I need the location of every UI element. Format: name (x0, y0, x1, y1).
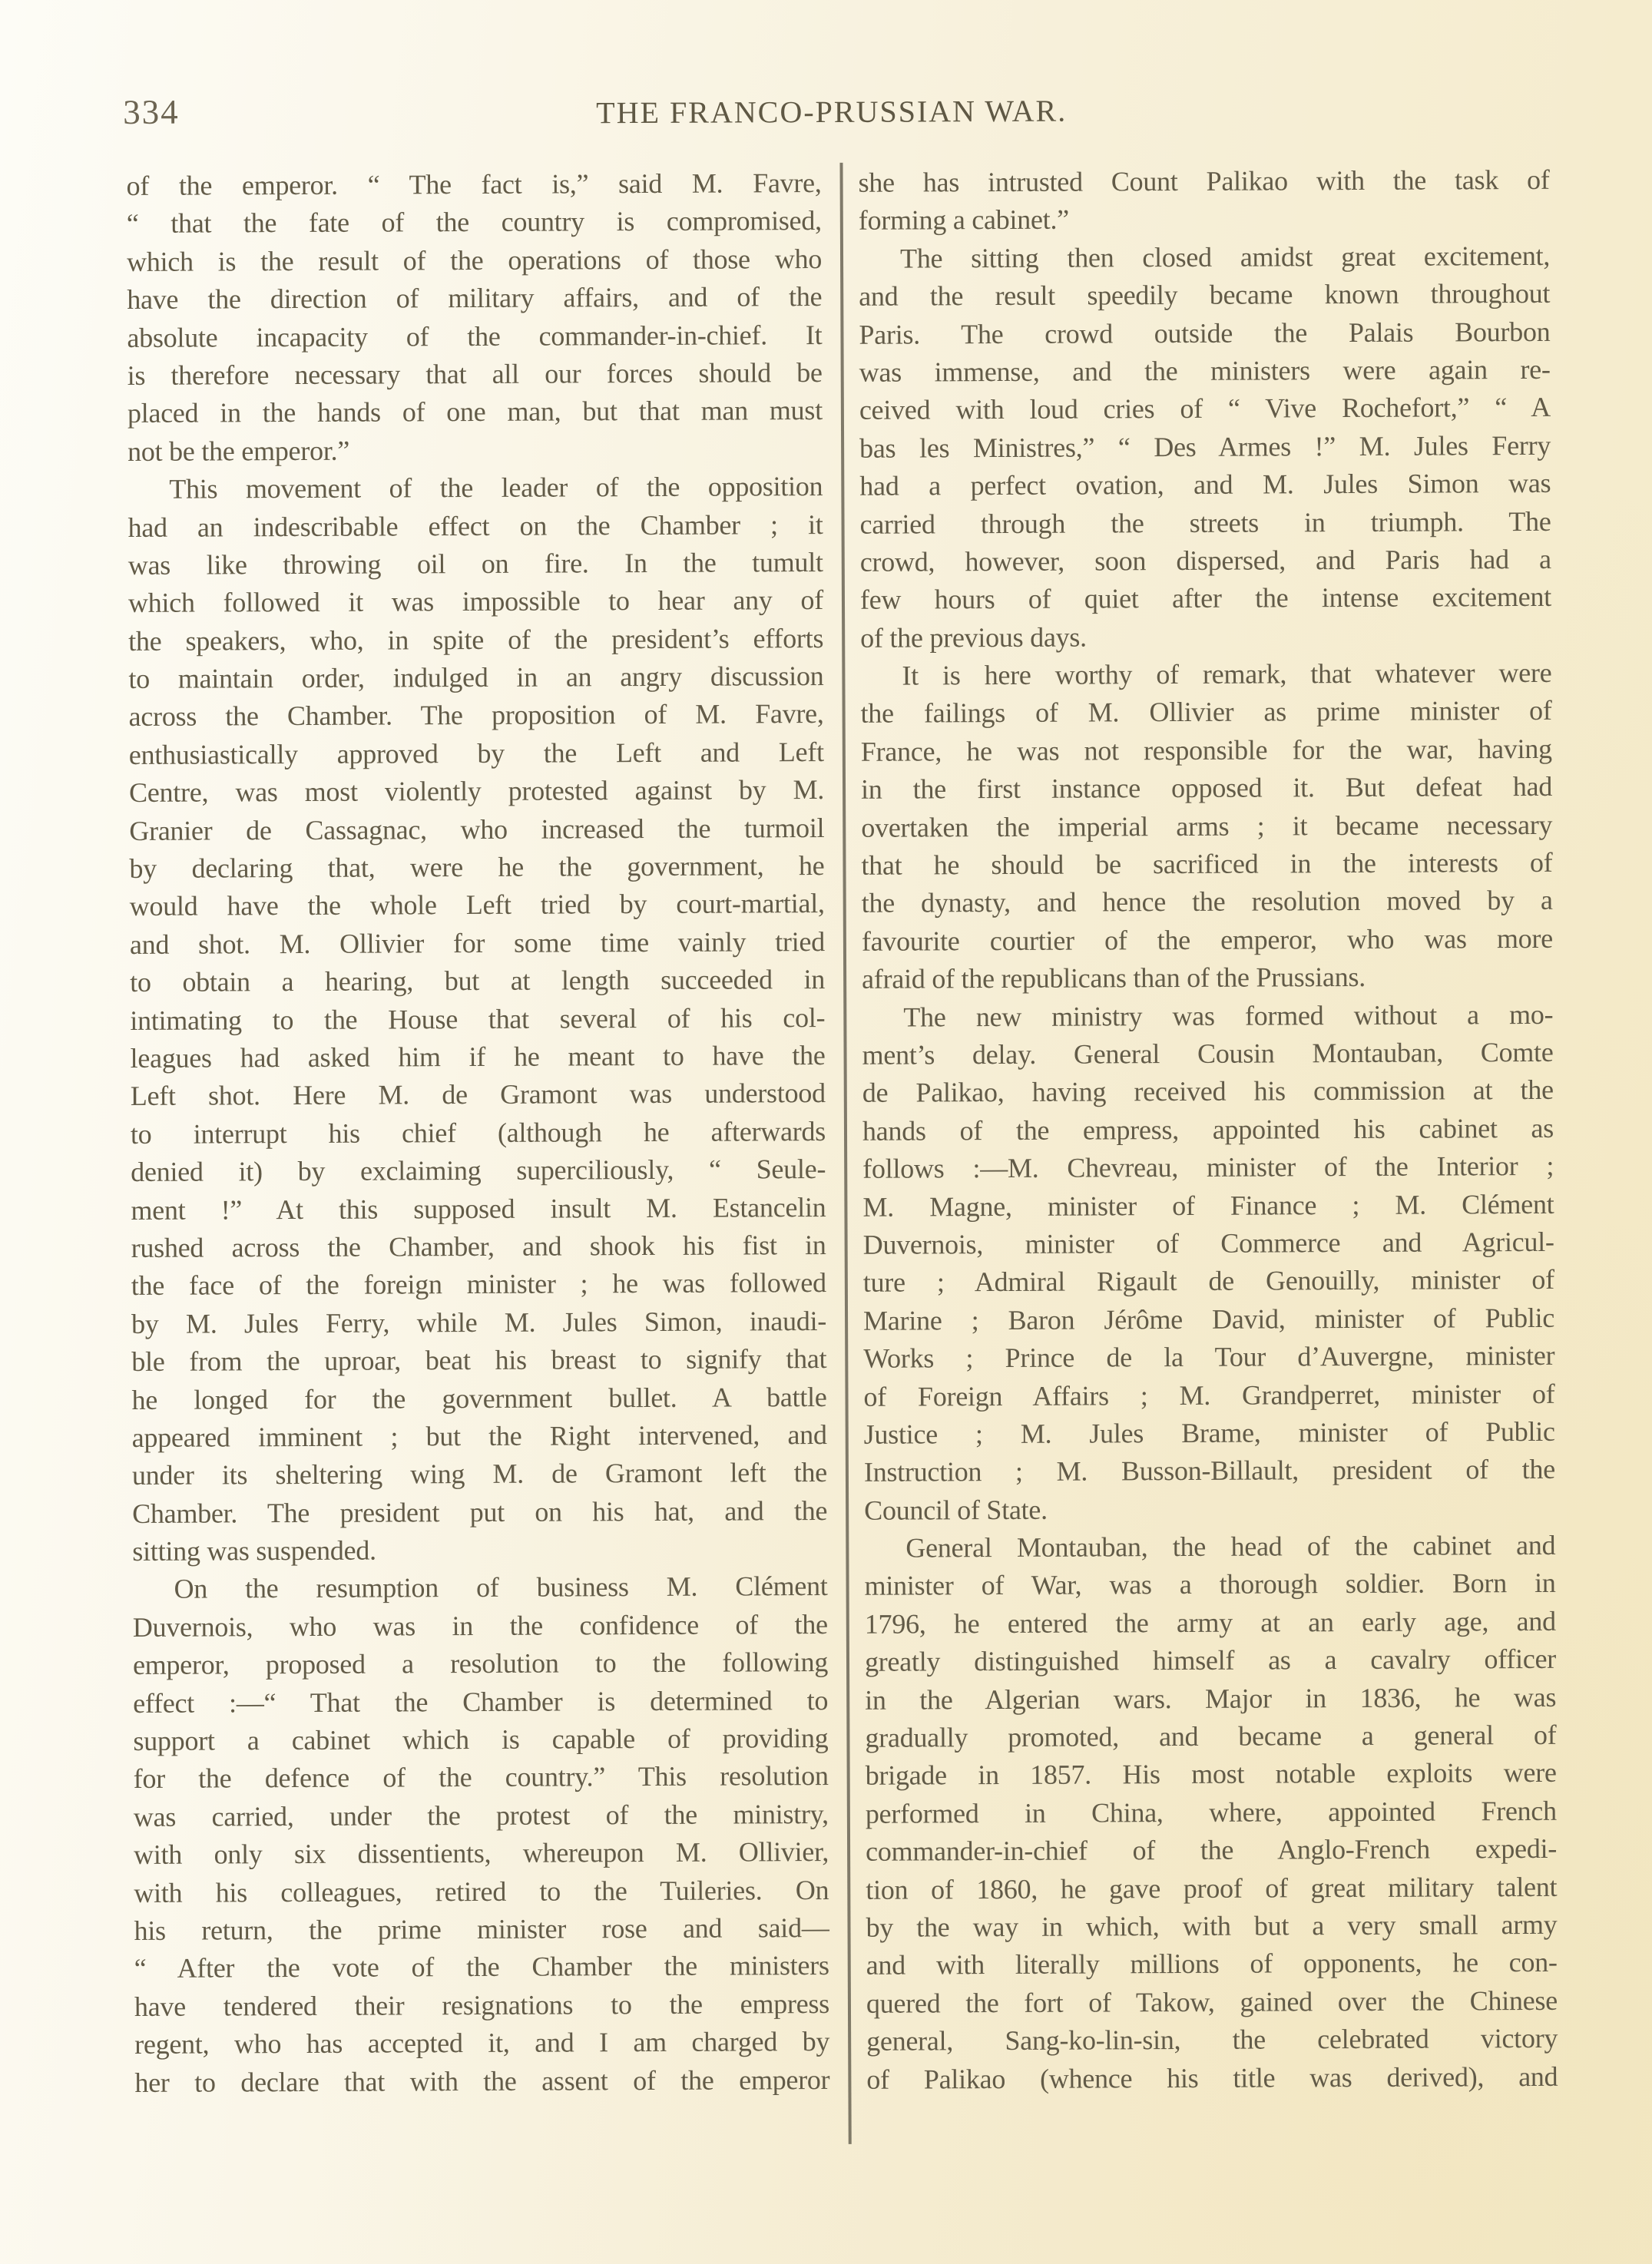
text-line: and with literally millions of opponents, he con- (866, 1947, 1558, 1981)
text-line: Council of State. (864, 1494, 1048, 1526)
text-line: ment !” At this supposed insult M. Estancelin (131, 1191, 826, 1226)
text-line: ment’s delay. General Cousin Montauban, Comte (862, 1036, 1554, 1071)
text-line: crowd, however, soon dispersed, and Paris had a (859, 543, 1551, 578)
text-line: emperor, proposed a resolution to the following (132, 1647, 829, 1681)
text-line: of Palikao (whence his title was derived), and (866, 2060, 1558, 2095)
text-line: brigade in 1857. His most notable exploits were (865, 1757, 1557, 1792)
text-line: rushed across the Chamber, and shook his fist in (131, 1229, 826, 1263)
text-line: Justice ; M. Jules Brame, minister of Public (863, 1415, 1555, 1450)
text-line: to maintain order, indulged in an angry discussion (128, 660, 824, 695)
text-line: M. Magne, minister of Finance ; M. Clément (862, 1188, 1554, 1223)
text-line: by declaring that, were he the government, he (129, 850, 825, 884)
text-line: and the result speedily became known throughout (859, 278, 1551, 312)
text-line: follows :—M. Chevreau, minister of the Interior ; (862, 1150, 1554, 1184)
text-line: and shot. M. Ollivier for some time vainly tried (129, 925, 826, 960)
text-columns (127, 161, 1558, 2102)
text-line: leagues had asked him if he meant to have the (130, 1039, 826, 1074)
text-line: of Foreign Affairs ; M. Grandperret, minister of (863, 1378, 1555, 1412)
text-line: greatly distinguished himself as a cavalry officer (864, 1643, 1557, 1678)
text-line: general, Sang-ko-lin-sin, the celebrated victory (866, 2022, 1558, 2057)
text-line: Duvernois, who was in the confidence of the (132, 1608, 828, 1643)
text-line: quered the fort of Takow, gained over the Chinese (866, 1984, 1558, 2019)
text-line: he longed for the government bullet. A battle (131, 1381, 827, 1415)
text-line: which is the result of the operations of those who (126, 243, 823, 277)
text-line: the speakers, who, in spite of the president’s efforts (128, 622, 824, 657)
text-line: the dynasty, and hence the resolution moved by a (861, 885, 1553, 919)
text-line: by the way in which, with but a very small army (866, 1908, 1558, 1943)
text-line: ble from the uproar, beat his breast to signify that (131, 1343, 827, 1378)
text-line: for the defence of the country.” This resolution (133, 1760, 829, 1795)
text-line: with only six dissentients, whereupon M. Ollivier, (134, 1836, 829, 1871)
text-line: The new ministry was formed without a mo- (903, 998, 1554, 1033)
text-line: France, he was not responsible for the war, having (860, 733, 1552, 767)
text-line: would have the whole Left tried by court-martial, (129, 888, 825, 922)
text-line: the face of the foreign minister ; he was followed (131, 1267, 826, 1302)
text-line: appeared imminent ; but the Right intervened, and (131, 1418, 827, 1453)
text-line: was carried, under the protest of the ministry, (133, 1798, 829, 1832)
text-line: minister of War, was a thorough soldier. Born in (864, 1567, 1556, 1602)
running-title: THE FRANCO-PRUSSIAN WAR. (596, 93, 1068, 131)
right-column (859, 161, 1558, 2099)
text-line: Paris. The crowd outside the Palais Bourbon (859, 316, 1551, 350)
page-number: 334 (123, 92, 180, 131)
text-line: Marine ; Baron Jérôme David, minister of Public (862, 1302, 1555, 1336)
text-line: On the resumption of business M. Clément (174, 1571, 828, 1605)
text-line: carried through the streets in triumph. The (859, 505, 1551, 540)
text-line: Instruction ; M. Busson-Billault, president of the (863, 1454, 1556, 1488)
text-line: gradually promoted, and became a general of (865, 1719, 1557, 1753)
text-line: have tendered their resignations to the empress (134, 1988, 830, 2022)
text-line: Granier de Cassagnac, who increased the turmoil (129, 812, 825, 846)
text-line: placed in the hands of one man, but that man must (127, 395, 823, 429)
text-line: ceived with loud cries of “ Vive Rochefort,” “ A (859, 392, 1551, 426)
text-line: have the direction of military affairs, and of the (127, 281, 823, 316)
text-line: enthusiastically approved by the Left and Left (128, 736, 824, 770)
text-line: of the previous days. (860, 621, 1087, 654)
text-line: absolute incapacity of the commander-in-chief. It (127, 319, 823, 353)
text-line: across the Chamber. The proposition of M. Favre, (128, 698, 824, 733)
text-line: afraid of the republicans than of the Prussians. (862, 962, 1366, 995)
left-column (127, 164, 830, 2102)
text-line: bas les Ministres,” “ Des Armes !” M. Jules Ferry (859, 429, 1551, 464)
text-line: support a cabinet which is capable of providing (133, 1723, 829, 1756)
text-line: regent, who has accepted it, and I am charged by (134, 2026, 830, 2060)
text-line: effect :—“ That the Chamber is determined to (133, 1684, 829, 1719)
text-line: had an indescribable effect on the Chamber ; it (127, 508, 823, 543)
text-line: commander-in-chief of the Anglo-French expedi- (866, 1833, 1558, 1867)
text-line: Duvernois, minister of Commerce and Agricul- (862, 1226, 1554, 1260)
text-line: hands of the empress, appointed his cabinet as (862, 1112, 1554, 1147)
text-line: by M. Jules Ferry, while M. Jules Simon, inaudi- (131, 1305, 827, 1339)
text-line: Centre, was most violently protested against by M. (128, 774, 825, 809)
text-line: The sitting then closed amidst great excitement, (899, 240, 1551, 274)
text-line: denied it) by exclaiming superciliously, “ Seule- (131, 1154, 826, 1188)
text-line: of the emperor. “ The fact is,” said M. Favre, (126, 167, 822, 201)
text-line: to interrupt his chief (although he afterwards (130, 1115, 826, 1150)
text-line: General Montauban, the head of the cabinet and (905, 1529, 1556, 1564)
text-line: sitting was suspended. (132, 1534, 376, 1567)
text-line: her to declare that with the assent of the emperor (134, 2064, 830, 2098)
text-line: was immense, and the ministers were again re- (859, 353, 1551, 388)
text-line: It is here worthy of remark, that whatever were (902, 657, 1552, 691)
text-line: de Palikao, having received his commission at the (862, 1074, 1554, 1109)
text-line: under its sheltering wing M. de Gramont left the (131, 1457, 828, 1491)
text-line: intimating to the House that several of his col- (130, 1001, 826, 1036)
text-line: the failings of M. Ollivier as prime minister of (860, 695, 1552, 730)
text-line: forming a cabinet.” (858, 204, 1070, 237)
text-line: had a perfect ovation, and M. Jules Simon was (859, 467, 1551, 501)
text-line: that he should be sacrificed in the interests of (861, 846, 1553, 881)
text-line: is therefore necessary that all our forces should be (127, 356, 823, 391)
text-line: 1796, he entered the army at an early age, and (864, 1605, 1556, 1640)
text-line: tion of 1860, he gave proof of great military talent (866, 1871, 1558, 1905)
text-line: “ that the fate of the country is compromised, (126, 205, 822, 240)
text-line: to obtain a hearing, but at length succeeded in (130, 964, 826, 998)
text-line: which followed it was impossible to hear any of (127, 584, 824, 619)
text-line: with his colleagues, retired to the Tuileries. On (134, 1874, 829, 1908)
text-line: ture ; Admiral Rigault de Genouilly, minister of (862, 1264, 1554, 1299)
text-line: “ After the vote of the Chamber the ministers (134, 1950, 829, 1984)
text-line: performed in China, where, appointed French (865, 1795, 1557, 1829)
text-line: Left shot. Here M. de Gramont was understood (130, 1077, 826, 1112)
text-line: in the first instance opposed it. But defeat had (860, 771, 1553, 806)
text-line: in the Algerian wars. Major in 1836, he was (865, 1681, 1557, 1716)
text-line: This movement of the leader of the opposition (169, 471, 823, 505)
text-line: Works ; Prince de la Tour d’Auvergne, minister (863, 1339, 1555, 1374)
text-line: she has intrusted Count Palikao with the task of (858, 164, 1550, 198)
text-line: favourite courtier of the emperor, who was more (861, 922, 1553, 957)
text-line: overtaken the imperial arms ; it became necessary (861, 809, 1553, 843)
text-line: his return, the prime minister rose and said— (134, 1911, 829, 1946)
text-line: Chamber. The president put on his hat, and the (132, 1494, 828, 1529)
text-line: few hours of quiet after the intense excitement (859, 581, 1552, 616)
text-line: not be the emperor.” (127, 435, 350, 467)
text-line: was like throwing oil on fire. In the tumult (127, 546, 823, 581)
